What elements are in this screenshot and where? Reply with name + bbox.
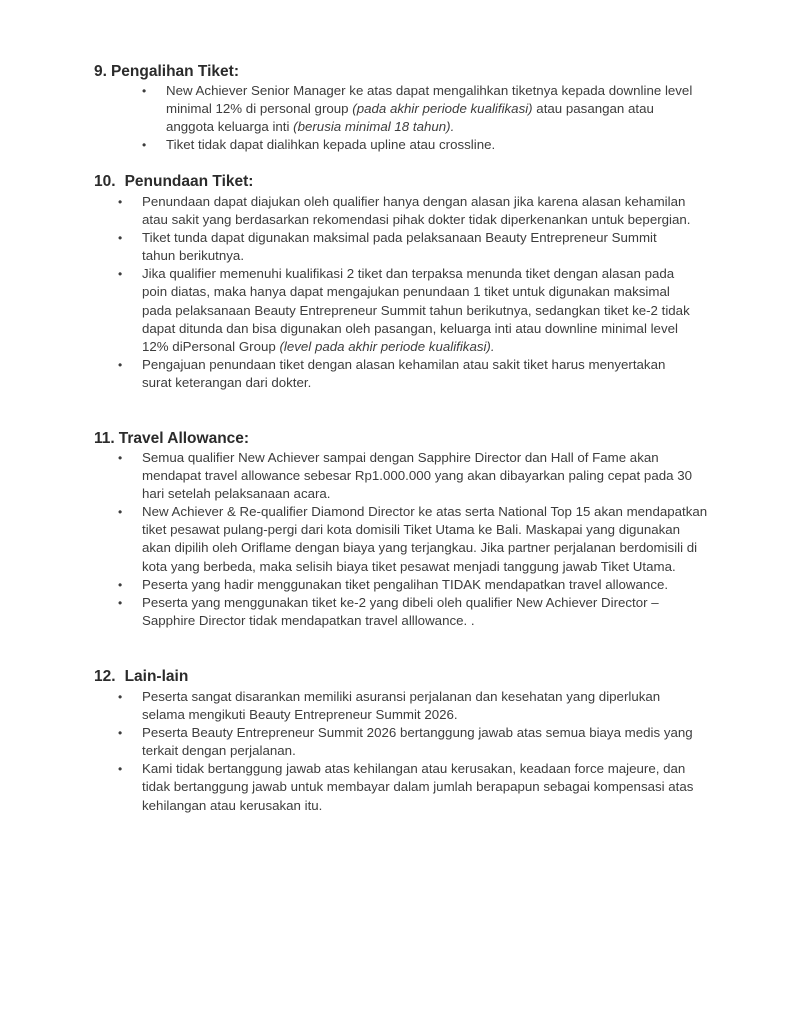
emphasis-text: (pada akhir periode kualifikasi) xyxy=(352,101,533,117)
bullet-icon: • xyxy=(118,595,123,610)
bullet-icon: • xyxy=(118,357,123,372)
bullet-icon: • xyxy=(118,505,123,520)
item-text: New Achiever & Re-qualifier Diamond Director ke atas serta National Top 15 akan mendapatkan tiket pesawat pulang-pergi dari kota domisili Tiket Utama ke Bali. Maskapai yang digunakan akan dipilih oleh Oriflame dengan biaya yang terjangkau. Jika partner perjalanan berdomisili di kota yang berbeda, maka selisih biaya tiket pesawat menjadi tanggung jawab Tiket Utama. xyxy=(142,504,708,574)
section-number: 9. xyxy=(94,63,107,80)
list-item xyxy=(142,136,696,154)
bullet-icon: • xyxy=(118,690,123,704)
bullet-list xyxy=(118,449,708,630)
bullet-icon: • xyxy=(142,84,147,98)
bullet-icon: • xyxy=(142,138,147,153)
item-text: Peserta Beauty Entrepreneur Summit 2026 bertanggung jawab atas semua biaya medis yang terkait dengan perjalanan. xyxy=(142,725,693,759)
section-heading xyxy=(94,667,188,687)
item-text: Peserta sangat disarankan memiliki asuransi perjalanan dan kesehatan yang diperlukan selama mengikuti Beauty Entrepreneur Summit 2026. xyxy=(142,689,661,723)
section-number: 12. xyxy=(94,668,116,685)
bullet-list xyxy=(118,193,692,392)
item-text: New Achiever Senior Manager ke atas dapat mengalihkan tiketnya kepada downline level minimal 12% di personal group xyxy=(166,83,693,117)
bullet-list xyxy=(118,688,702,815)
item-text: Kami tidak bertanggung jawab atas kehilangan atau kerusakan, keadaan force majeure, dan tidak bertanggung jawab untuk membayar dalam jumlah berapapun sebagai kompensasi atas kehilangan atau kerusakan itu. xyxy=(142,761,694,813)
section-heading xyxy=(94,429,249,449)
list-item xyxy=(142,82,696,136)
list-item xyxy=(118,503,708,575)
item-text: Penundaan dapat diajukan oleh qualifier hanya dengan alasan jika karena alasan kehamilan atau sakit yang berdasarkan rekomendasi pihak dokter tidak diperkenankan untuk bepergian. xyxy=(142,194,691,228)
item-text: Semua qualifier New Achiever sampai dengan Sapphire Director dan Hall of Fame akan mendapat travel allowance sebesar Rp1.000.000 yang akan dibayarkan paling cepat pada 30 hari setelah pelaksanaan acara. xyxy=(142,450,692,502)
item-text: Jika qualifier memenuhi kualifikasi 2 tiket dan terpaksa menunda tiket dengan alasan pada poin diatas, maka hanya dapat mengajukan penundaan 1 tiket untuk digunakan maksimal pada pelaksanaan Beauty Entrepreneur Summit tahun berikutnya, sedangkan tiket ke-2 tidak dapat ditunda dan bisa digunakan oleh pasangan, keluarga inti atau downline minimal level 12% diPersonal Group xyxy=(142,266,690,354)
item-text: Tiket tidak dapat dialihkan kepada upline atau crossline. xyxy=(166,137,496,153)
bullet-icon: • xyxy=(118,762,123,777)
list-item xyxy=(118,724,702,760)
list-item xyxy=(118,449,708,503)
item-text: Pengajuan penundaan tiket dengan alasan kehamilan atau sakit tiket harus menyertakan surat keterangan dari dokter. xyxy=(142,356,666,390)
emphasis-text: (berusia minimal 18 tahun). xyxy=(293,119,455,135)
list-item xyxy=(118,688,702,724)
list-item xyxy=(118,193,692,229)
emphasis-text: (level pada akhir periode kualifikasi). xyxy=(279,338,495,354)
bullet-icon: • xyxy=(118,267,123,282)
section-title: Penundaan Tiket: xyxy=(124,173,254,190)
item-text: Tiket tunda dapat digunakan maksimal pada pelaksanaan Beauty Entrepreneur Summit tahun berikutnya. xyxy=(142,230,657,264)
section-number: 11. xyxy=(94,430,115,447)
bullet-icon: • xyxy=(118,231,123,246)
section-heading xyxy=(94,172,253,192)
section-title: Pengalihan Tiket: xyxy=(110,63,239,80)
bullet-icon: • xyxy=(118,195,123,209)
list-item xyxy=(118,594,708,630)
section-heading xyxy=(94,62,239,82)
list-item xyxy=(118,265,692,355)
section-title: Travel Allowance: xyxy=(118,430,250,447)
bullet-icon: • xyxy=(118,726,123,741)
bullet-list xyxy=(142,82,696,154)
item-text: Peserta yang menggunakan tiket ke-2 yang dibeli oleh qualifier New Achiever Director – Sapphire Director tidak mendapatkan travel alllowance. . xyxy=(142,594,659,628)
item-text: atau pasangan atau anggota keluarga inti xyxy=(166,101,654,135)
section-title: Lain-lain xyxy=(124,668,189,685)
item-text: Peserta yang hadir menggunakan tiket pengalihan TIDAK mendapatkan travel allowance. xyxy=(142,576,669,592)
section-number: 10. xyxy=(94,173,116,190)
bullet-icon: • xyxy=(118,451,123,465)
list-item xyxy=(118,356,692,392)
list-item xyxy=(118,576,708,594)
bullet-icon: • xyxy=(118,577,123,592)
list-item xyxy=(118,760,702,814)
list-item xyxy=(118,229,692,265)
